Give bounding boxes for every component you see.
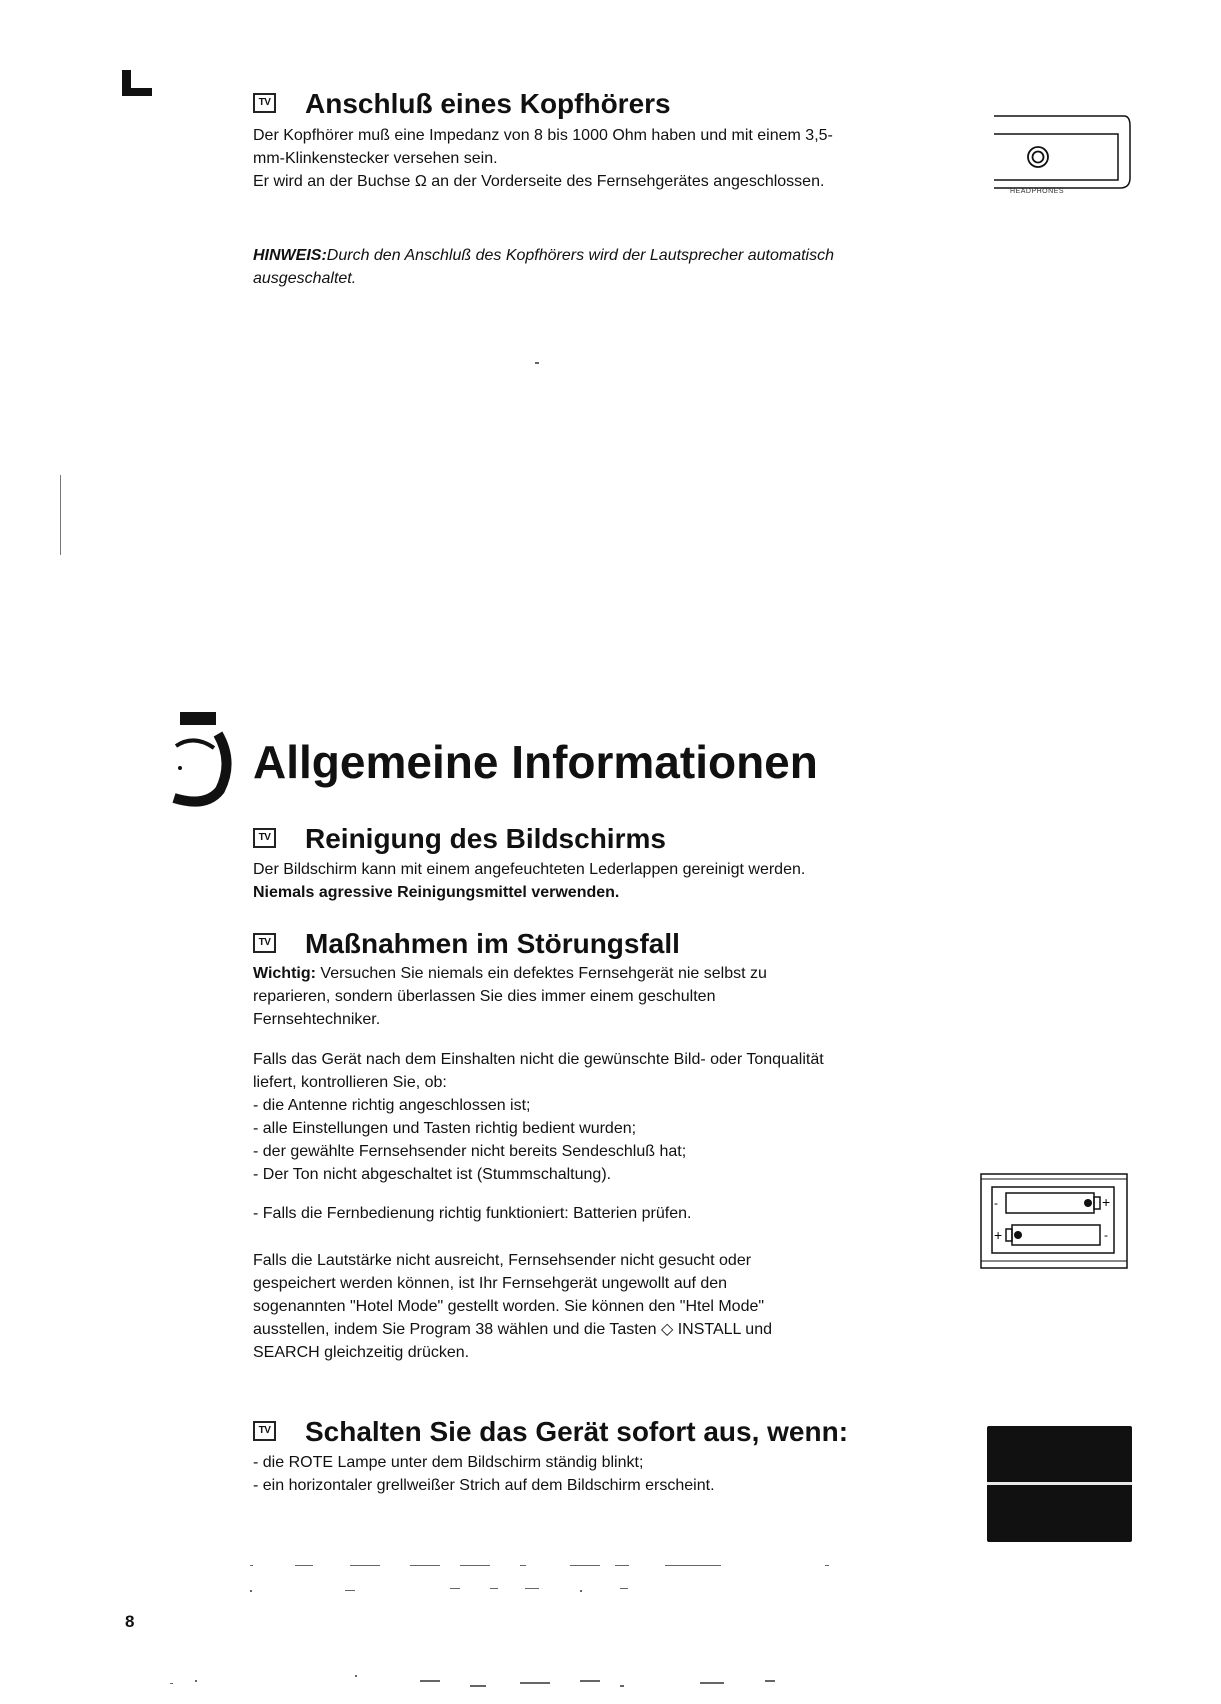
headphones-panel-label: HEADPHONES [1010,188,1065,195]
tv-icon: TV [253,93,276,113]
check-item: - der gewählte Fernsehsender nicht bereits Sendeschluß hat; [253,1143,687,1160]
note-text: ausgeschaltet. [253,270,357,287]
svg-text:+: + [994,1227,1003,1243]
diamond-key-icon: ◇ [660,1321,674,1338]
note-text: Durch den Anschluß des Kopfhörers wird der Lautsprecher automatisch [326,247,834,264]
hotel-line: SEARCH gleichzeitig drücken. [253,1344,470,1361]
remote-check: - Falls die Fernbedienung richtig funktioniert: Batterien prüfen. [253,1205,692,1222]
section-switch-off-title: TV Schalten Sie das Gerät sofort aus, wenn: [253,1416,848,1448]
hotel-line: Falls die Lautstärke nicht ausreicht, Fernsehsender nicht gesucht oder [253,1252,752,1269]
hotel-mode-text [253,1249,913,1364]
svg-text:-: - [994,1196,998,1210]
svg-text:+: + [1102,1194,1111,1210]
battery-compartment-illustration [980,1173,1128,1269]
svg-text:-: - [1104,1228,1108,1242]
cleaning-text [253,858,913,904]
corner-mark [122,70,152,96]
headphone-symbol-icon: Ω [414,173,427,190]
switch-off-item: - ein horizontaler grellweißer Strich auf dem Bildschirm erscheint. [253,1477,715,1494]
headphones-note [253,244,913,290]
check-intro: Falls das Gerät nach dem Einshalten nicht die gewünschte Bild- oder Tonqualität [253,1051,824,1068]
headphones-text [253,124,913,193]
important-label: Wichtig: [253,965,316,982]
hotel-line: sogenannten "Hotel Mode" gestellt worden. Sie können den "Htel Mode" [253,1298,765,1315]
tv-icon: TV [253,828,276,848]
page-number: 8 [125,1612,135,1631]
troubleshooting-important [253,962,913,1031]
cleaning-line: Der Bildschirm kann mit einem angefeuchteten Lederlappen gereinigt werden. [253,861,806,878]
section-cleaning-title: TV Reinigung des Bildschirms [253,823,666,855]
screen-white-line-illustration [987,1426,1132,1542]
section-headphones-title: TV Anschluß eines Kopfhörers [253,88,671,120]
headphone-jack-illustration [990,112,1132,202]
cleaning-warning: Niemals agressive Reinigungsmittel verwenden. [253,884,620,901]
important-text: Versuchen Sie niemals ein defektes Fernsehgerät nie selbst zu [315,965,767,982]
headphones-line: Er wird an der Buchse Ω an der Vorderseite des Fernsehgerätes angeschlossen. [253,173,825,190]
tv-icon: TV [253,933,276,953]
hotel-line: gespeichert werden können, ist Ihr Fernsehgerät ungewollt auf den [253,1275,728,1292]
section-troubleshooting-title: TV Maßnahmen im Störungsfall [253,928,680,960]
switch-off-item: - die ROTE Lampe unter dem Bildschirm ständig blinkt; [253,1454,644,1471]
important-text: reparieren, sondern überlassen Sie dies immer einem geschulten [253,988,716,1005]
note-label: HINWEIS: [253,247,327,264]
check-item: - alle Einstellungen und Tasten richtig bedient wurden; [253,1120,637,1137]
tv-icon: TV [253,1421,276,1441]
troubleshooting-checklist [253,1048,913,1186]
margin-scan-line [60,475,61,555]
hotel-line: ausstellen, indem Sie Program 38 wählen und die Tasten ◇ INSTALL und [253,1321,772,1338]
check-item: - Der Ton nicht abgeschaltet ist (Stummschaltung). [253,1166,612,1183]
switch-off-list [253,1451,913,1497]
check-item: - die Antenne richtig angeschlossen ist; [253,1097,531,1114]
chapter-number [170,712,240,812]
headphones-line: Der Kopfhörer muß eine Impedanz von 8 bis 1000 Ohm haben und mit einem 3,5- [253,127,833,144]
chapter-title: Allgemeine Informationen [253,736,818,788]
check-intro: liefert, kontrollieren Sie, ob: [253,1074,447,1091]
important-text: Fernsehtechniker. [253,1011,381,1028]
headphones-line: mm-Klinkenstecker versehen sein. [253,150,498,167]
